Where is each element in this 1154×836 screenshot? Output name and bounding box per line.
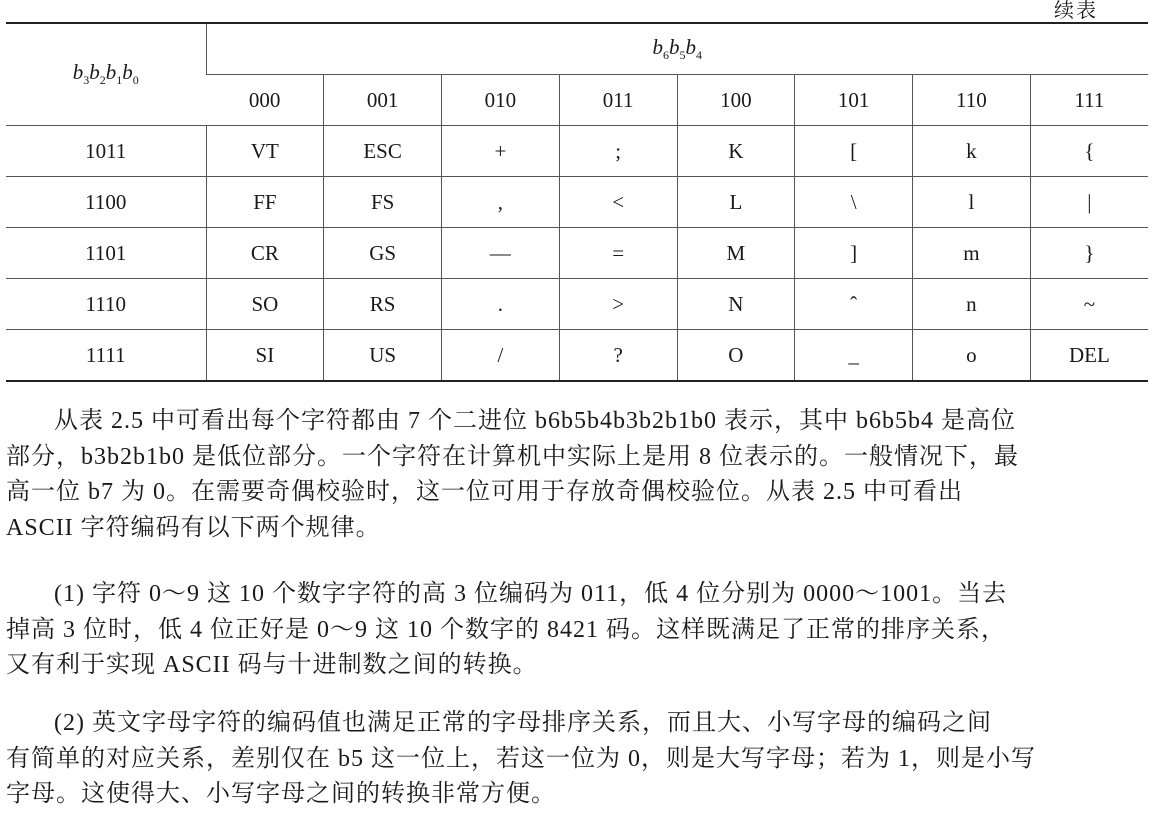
table-cell: K [677,126,795,177]
table-cell: — [442,228,560,279]
table-cell: SI [206,330,324,382]
column-header-cell: 111 [1030,75,1148,126]
table-cell: k [913,126,1031,177]
table-header-row-group [6,23,1148,75]
table-cell: < [559,177,677,228]
paragraph-line: (2) 英文字母字符的编码值也满足正常的字母排序关系，而且大、小写字母的编码之间 [54,710,992,736]
table-cell: FS [324,177,442,228]
table-row [6,279,1148,330]
table-cell: GS [324,228,442,279]
column-header-cell: 110 [913,75,1031,126]
table-cell: > [559,279,677,330]
column-header-cell: 000 [206,75,324,126]
table-cell: | [1030,177,1148,228]
column-header-cell: 100 [677,75,795,126]
table-cell: . [442,279,560,330]
paragraph-line: 又有利于实现 ASCII 码与十进制数之间的转换。 [6,652,538,678]
table-cell: { [1030,126,1148,177]
paragraph-line: 有简单的对应关系，差别仅在 b5 这一位上，若这一位为 0，则是大写字母；若为 1，则是小写 [6,745,1036,772]
table-cell: ; [559,126,677,177]
table-row [6,177,1148,228]
table-row [6,126,1148,177]
table-cell: ? [559,330,677,382]
table-cell: + [442,126,560,177]
col-group-header-high-bits: $b_6b_5b_4$ [206,23,1148,75]
table-cell: ~ [1030,279,1148,330]
column-header-cell: 010 [442,75,560,126]
row-code-cell: 1101 [6,228,206,279]
table-cell: o [913,330,1031,382]
paragraph-encoding-intro [6,404,1148,546]
table-cell: , [442,177,560,228]
table-cell: ] [795,228,913,279]
table-cell: \ [795,177,913,228]
table-cell: FF [206,177,324,228]
table-cell: L [677,177,795,228]
table-cell: m [913,228,1031,279]
ascii-code-table [6,22,1148,382]
paragraph-line: 字母。这使得大、小写字母之间的转换非常方便。 [6,781,556,807]
paragraph-line: (1) 字符 0～9 这 10 个数字字符的高 3 位编码为 011，低 4 位分别为 0000～1001。当去 [54,581,1008,607]
table-cell: SO [206,279,324,330]
table-cell: [ [795,126,913,177]
table-cell: / [442,330,560,382]
table-row [6,228,1148,279]
row-code-cell: 1100 [6,177,206,228]
paragraph-line: ASCII 字符编码有以下两个规律。 [6,514,381,541]
table-cell: ˆ [795,279,913,330]
table-cell: CR [206,228,324,279]
row-code-cell: 1011 [6,126,206,177]
column-header-cell: 011 [559,75,677,126]
table-cell: US [324,330,442,382]
table-cell: _ [795,330,913,382]
row-code-cell: 1111 [6,330,206,382]
paragraph-line: 掉高 3 位时，低 4 位正好是 0～9 这 10 个数字的 8421 码。这样既满足了正常的排序关系， [6,616,1006,643]
column-header-cell: 001 [324,75,442,126]
table-cell: M [677,228,795,279]
paragraph-line: 从表 2.5 中可看出每个字符都由 7 个二进位 b6b5b4b3b2b1b0 表示，其中 b6b5b4 是高位 [54,408,1016,434]
table-cell: RS [324,279,442,330]
paragraph-line: 高一位 b7 为 0。在需要奇偶校验时，这一位可用于存放奇偶校验位。从表 2.5 中可看出 [6,479,963,505]
continued-table-label: 续表 [1054,0,1098,22]
table-cell: DEL [1030,330,1148,382]
row-code-cell: 1110 [6,279,206,330]
table-cell: l [913,177,1031,228]
table-cell: ESC [324,126,442,177]
paragraph-rule-letters [6,706,1148,813]
column-header-cell: 101 [795,75,913,126]
row-header-low-bits: $b_3b_2b_1b_0$ [6,23,206,126]
paragraph-line: 部分，b3b2b1b0 是低位部分。一个字符在计算机中实际上是用 8 位表示的。一般情况下，最 [6,443,1019,470]
table-cell: } [1030,228,1148,279]
table-cell: O [677,330,795,382]
table-row [6,330,1148,382]
table-cell: VT [206,126,324,177]
table-cell: n [913,279,1031,330]
table-cell: N [677,279,795,330]
paragraph-rule-digits [6,577,1148,684]
table-cell: = [559,228,677,279]
